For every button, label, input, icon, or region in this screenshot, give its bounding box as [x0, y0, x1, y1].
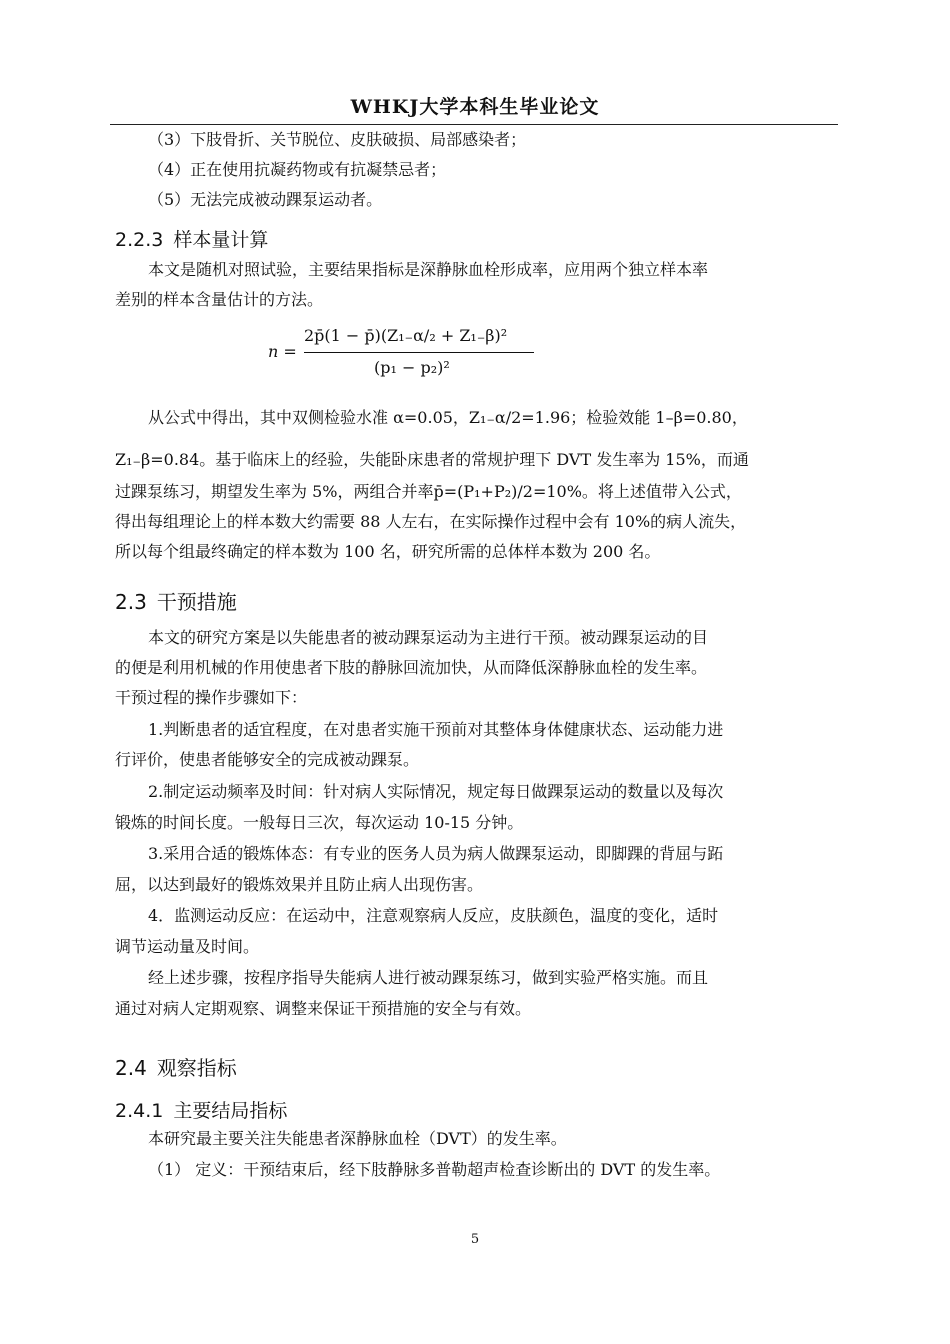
- paragraph-line: （1） 定义：干预结束后，经下肢静脉多普勒超声检查诊断出的 DVT 的发生率。: [148, 1160, 721, 1179]
- step-line: 1.判断患者的适宜程度，在对患者实施干预前对其整体身体健康状态、运动能力进: [148, 720, 724, 739]
- section-heading-2-4: [115, 1052, 237, 1081]
- criterion-line: （5）无法完成被动踝泵运动者。: [148, 190, 383, 209]
- sample-size-formula: [268, 318, 568, 388]
- paragraph-line: 的便是利用机械的作用使患者下肢的静脉回流加快，从而降低深静脉血栓的发生率。: [115, 658, 708, 677]
- step-line: 2.制定运动频率及时间：针对病人实际情况，规定每日做踝泵运动的数量以及每次: [148, 782, 724, 801]
- step-line: 锻炼的时间长度。一般每日三次，每次运动 10-15 分钟。: [115, 813, 524, 832]
- section-number: 2.3: [115, 590, 147, 614]
- running-header: WHKJ大学本科生毕业论文: [350, 96, 600, 118]
- criterion-line: （3）下肢骨折、关节脱位、皮肤破损、局部感染者；: [148, 130, 527, 149]
- formula-denominator: (p₁ − p₂)²: [374, 358, 450, 377]
- paragraph-line: 经上述步骤，按程序指导失能病人进行被动踝泵练习，做到实验严格实施。而且: [148, 968, 709, 987]
- step-line: 行评价，使患者能够安全的完成被动踝泵。: [115, 750, 420, 769]
- header-rule: [110, 124, 838, 125]
- paragraph-line: 从公式中得出，其中双侧检验水准 α=0.05，Z₁₋α/2=1.96；检验效能 1–β=0.80，: [148, 408, 748, 427]
- paragraph-line: 本研究最主要关注失能患者深静脉血栓（DVT）的发生率。: [148, 1129, 567, 1148]
- paragraph-line: 所以每个组最终确定的样本数为 100 名，研究所需的总体样本数为 200 名。: [115, 542, 661, 561]
- section-title: 主要结局指标: [173, 1100, 288, 1122]
- paragraph-line: Z₁₋β=0.84。基于临床上的经验，失能卧床患者的常规护理下 DVT 发生率为 15%，而通: [115, 450, 749, 469]
- section-heading-2-3: [115, 586, 237, 615]
- section-number: 2.2.3: [115, 229, 164, 251]
- section-heading-2-2-3: [115, 225, 268, 252]
- section-heading-2-4-1: [115, 1096, 287, 1123]
- section-number: 2.4.1: [115, 1100, 164, 1122]
- formula-numerator: 2p̄(1 − p̄)(Z₁₋α/₂ + Z₁₋β)²: [304, 326, 508, 345]
- page-number: 5: [470, 1232, 480, 1247]
- section-number: 2.4: [115, 1056, 147, 1080]
- paragraph-line: 本文的研究方案是以失能患者的被动踝泵运动为主进行干预。被动踝泵运动的目: [148, 628, 709, 647]
- formula-lhs: n =: [268, 342, 297, 361]
- step-line: 调节运动量及时间。: [115, 937, 260, 956]
- fraction-bar: [304, 352, 534, 353]
- step-line: 3.采用合适的锻炼体态：有专业的医务人员为病人做踝泵运动，即脚踝的背屈与跖: [148, 844, 724, 863]
- step-line: 4．监测运动反应：在运动中，注意观察病人反应，皮肤颜色，温度的变化，适时: [148, 906, 719, 925]
- criterion-line: （4）正在使用抗凝药物或有抗凝禁忌者；: [148, 160, 447, 179]
- paragraph-line: 差别的样本含量估计的方法。: [115, 290, 324, 309]
- paragraph-line: 过踝泵练习，期望发生率为 5%，两组合并率p̄=(P₁+P₂)/2=10%。将上述值带入公式，: [115, 482, 742, 501]
- section-title: 观察指标: [156, 1056, 237, 1080]
- paragraph-line: 干预过程的操作步骤如下：: [115, 688, 308, 707]
- paragraph-line: 通过对病人定期观察、调整来保证干预措施的安全与有效。: [115, 999, 532, 1018]
- step-line: 屈，以达到最好的锻炼效果并且防止病人出现伤害。: [115, 875, 484, 894]
- section-title: 干预措施: [156, 590, 237, 614]
- section-title: 样本量计算: [173, 229, 269, 251]
- paragraph-line: 本文是随机对照试验，主要结果指标是深静脉血栓形成率，应用两个独立样本率: [148, 260, 709, 279]
- paragraph-line: 得出每组理论上的样本数大约需要 88 人左右，在实际操作过程中会有 10%的病人流失，: [115, 512, 747, 531]
